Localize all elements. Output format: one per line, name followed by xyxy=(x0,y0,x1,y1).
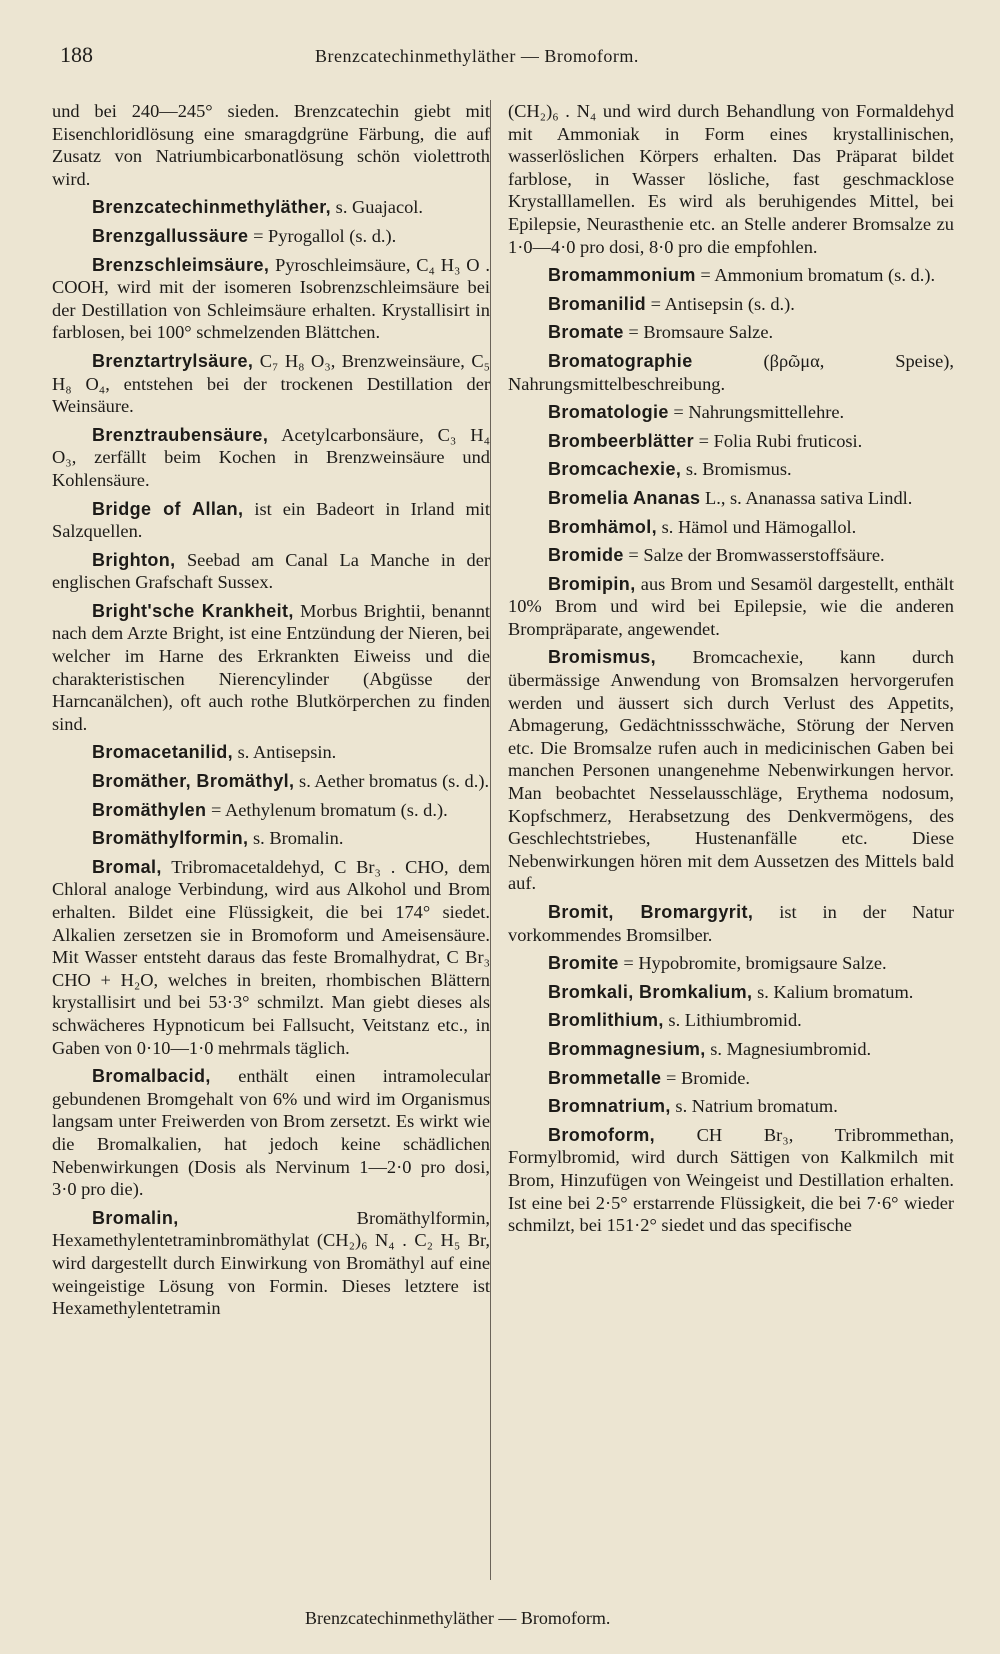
entry-term: Bromäthylformin, xyxy=(92,828,249,849)
dictionary-entry xyxy=(508,1124,954,1237)
dictionary-entry xyxy=(508,1095,954,1118)
dictionary-entry xyxy=(52,100,490,190)
entry-term: Bromoform, xyxy=(548,1124,655,1145)
entry-term: Brenztartrylsäure, xyxy=(92,350,254,371)
entry-text: C₇ H₈ O₃, Brenzweinsäure, C₅ H₈ O₄, entstehen bei der trockenen Destillation der Weinsäure. xyxy=(52,350,490,417)
entry-text: = Bromsaure Salze. xyxy=(623,322,774,343)
entry-term: Bromal, xyxy=(92,856,162,877)
entry-text: und bei 240—245° sieden. Brenzcatechin giebt mit Eisenchloridlösung eine smaragdgrüne Färbung, die auf Zusatz von Natriumbicarbonatlösung schön violettroth wird. xyxy=(52,101,490,189)
entry-text: enthält einen intramolecular gebundenen Bromgehalt von 6% und wird im Organismus langsam unter Freiwerden von Brom zersetzt. Es wirkt wie die Bromalkalien, hat jedoch keine schädlichen Nebenwirkungen (Dosis als Nervinum 1—2·0 pro dosi, 3·0 pro die). xyxy=(52,1066,490,1200)
left-column xyxy=(52,100,490,1326)
dictionary-entry xyxy=(508,1067,954,1090)
entry-text: ist in der Natur vorkommendes Bromsilber. xyxy=(508,902,954,945)
entry-term: Bromäther, Bromäthyl, xyxy=(92,771,295,792)
dictionary-entry xyxy=(508,901,954,946)
running-head xyxy=(0,42,1000,72)
entry-text: Bromäthylformin, Hexamethylentetraminbromäthylat (CH₂)₆ N₄ . C₂ H₅ Br, wird dargestellt durch Einwirkung von Bromäthyl auf eine weingeistige Lösung von Formin. Dieses letztere ist Hexamethylentetramin xyxy=(52,1207,490,1319)
entry-text: = Salze der Bromwasserstoffsäure. xyxy=(623,545,885,566)
entry-text: s. Magnesiumbromid. xyxy=(705,1038,872,1059)
dictionary-entry xyxy=(508,573,954,641)
entry-term: Bromatologie xyxy=(548,402,669,423)
entry-term: Brommagnesium, xyxy=(548,1038,706,1059)
entry-term: Brighton, xyxy=(92,549,176,570)
dictionary-entry xyxy=(52,424,490,492)
entry-term: Bromalbacid, xyxy=(92,1066,211,1087)
entry-text: s. Kalium bromatum. xyxy=(752,981,914,1002)
entry-term: Bright'sche Krankheit, xyxy=(92,600,294,621)
entry-text: CH Br₃, Tribrommethan, Formylbromid, wird durch Sättigen von Kalkmilch mit Brom, Hinzufügen von Weingeist und Destillation erhalten. Ist eine bei 2·5° erstarrende Flüssigkeit, die bei 7·6° wieder schmilzt, bei 151·2° siedet und das specifische xyxy=(508,1124,954,1236)
entry-text: s. Guajacol. xyxy=(331,197,424,218)
entry-text: aus Brom und Sesamöl dargestellt, enthält 10% Brom und wird bei Epilepsie, wie die anderen Brompräparate, angewendet. xyxy=(508,573,954,639)
dictionary-entry xyxy=(52,254,490,344)
entry-text: ist ein Badeort in Irland mit Salzquellen. xyxy=(52,498,490,542)
dictionary-entry xyxy=(52,549,490,594)
entry-term: Bridge of Allan, xyxy=(92,498,244,519)
entry-term: Brenzcatechinmethyläther, xyxy=(92,197,332,218)
dictionary-entry xyxy=(52,799,490,822)
dictionary-entry xyxy=(508,1038,954,1061)
entry-term: Bromismus, xyxy=(548,647,657,668)
entry-text: Bromcachexie, kann durch übermässige Anwendung von Bromsalzen hervorgerufen werden und äussert sich durch Verlust des Appetits, Abmagerung, Gedächtnissschwäche, Störung der Nerven etc. Die Bromsalze rufen auch in medicinischen Gaben bei manchen Personen unangenehme Nebenwirkungen hervor. Man beobachtet Nesselausschläge, Erythema nodosum, Kopfschmerz, Herabsetzung des Denkvermögens, des Geschlechtstriebes, Hustenanfälle etc. Diese Nebenwirkungen hören mit dem Aussetzen des Mittels bald auf. xyxy=(508,647,954,894)
dictionary-entry xyxy=(508,100,954,258)
dictionary-entry xyxy=(508,458,954,481)
entry-text: = Bromide. xyxy=(661,1067,750,1088)
entry-term: Bromhämol, xyxy=(548,516,658,537)
dictionary-entry xyxy=(52,741,490,764)
dictionary-entry xyxy=(52,600,490,736)
entry-text: = Folia Rubi fruticosi. xyxy=(694,430,863,451)
entry-term: Bromatographie xyxy=(548,350,693,371)
dictionary-entry xyxy=(508,1009,954,1032)
entry-text: = Aethylenum bromatum (s. d.). xyxy=(206,799,448,820)
dictionary-entry xyxy=(52,350,490,418)
entry-text: s. Natrium bromatum. xyxy=(670,1096,838,1117)
entry-term: Bromnatrium, xyxy=(548,1096,671,1117)
entry-term: Bromipin, xyxy=(548,573,636,594)
entry-term: Bromacetanilid, xyxy=(92,742,234,763)
entry-text: = Nahrungsmittellehre. xyxy=(668,402,845,423)
dictionary-entry xyxy=(52,770,490,793)
dictionary-entry xyxy=(52,827,490,850)
column-divider xyxy=(490,100,491,1580)
dictionary-entry xyxy=(52,196,490,219)
entry-text: Tribromacetaldehyd, C Br₃ . CHO, dem Chloral analoge Verbindung, wird aus Alkohol und Brom erhalten. Bildet eine Flüssigkeit, die bei 174° siedet. Alkalien zersetzen sie in Bromoform und Ameisensäure. Mit Wasser entsteht daraus das feste Bromalhydrat, C Br₃ CHO + H₂O, welches in breiten, rhombischen Blättern krystallisirt und bei 53·3° schmilzt. Man giebt dieses als schwächeres Hypnoticum bei Fallsucht, Veitstanz etc., in Gaben von 0·10—1·0 mehrmals täglich. xyxy=(52,856,490,1058)
dictionary-entry xyxy=(508,646,954,895)
entry-text: = Antisepsin (s. d.). xyxy=(646,293,795,314)
entry-text: = Ammonium bromatum (s. d.). xyxy=(695,265,936,286)
dictionary-entry xyxy=(52,498,490,543)
entry-term: Bromit, Bromargyrit, xyxy=(548,902,754,922)
entry-text: s. Lithiumbromid. xyxy=(663,1010,802,1031)
dictionary-entry xyxy=(508,516,954,539)
dictionary-entry xyxy=(508,321,954,344)
entry-text: = Pyrogallol (s. d.). xyxy=(248,225,397,246)
entry-text: = Hypobromite, bromigsaure Salze. xyxy=(618,953,887,974)
entry-term: Brombeerblätter xyxy=(548,430,695,451)
dictionary-entry xyxy=(508,544,954,567)
dictionary-entry xyxy=(52,856,490,1059)
entry-text: s. Hämol und Hämogallol. xyxy=(657,516,857,537)
entry-term: Bromäthylen xyxy=(92,799,207,820)
dictionary-entry xyxy=(508,430,954,453)
entry-term: Brenztraubensäure, xyxy=(92,424,269,445)
entry-term: Bromkali, Bromkalium, xyxy=(548,981,753,1002)
entry-term: Bromide xyxy=(548,545,624,566)
entry-term: Brenzschleimsäure, xyxy=(92,254,270,275)
entry-text: Seebad am Canal La Manche in der englischen Grafschaft Sussex. xyxy=(52,549,490,593)
entry-text: Pyroschleimsäure, C₄ H₃ O . COOH, wird mit der isomeren Isobrenzschleimsäure bei der Destillation von Schleimsäure erhalten. Krystallisirt in farblosen, bei 100° schmelzenden Blättchen. xyxy=(52,254,490,343)
footer-caption: Brenzcatechinmethyläther — Bromoform. xyxy=(305,1608,611,1628)
dictionary-entry xyxy=(52,1065,490,1201)
entry-term: Bromammonium xyxy=(548,265,696,286)
entry-term: Brommetalle xyxy=(548,1067,662,1088)
dictionary-entry xyxy=(508,487,954,510)
dictionary-entry xyxy=(508,952,954,975)
entry-term: Bromelia Ananas xyxy=(548,487,701,508)
entry-text: L., s. Ananassa sativa Lindl. xyxy=(700,487,913,508)
header-title: Brenzcatechinmethyläther — Bromoform. xyxy=(315,46,639,66)
entry-text: Acetylcarbonsäure, C₃ H₄ O₃, zerfällt beim Kochen in Brenzweinsäure und Kohlensäure. xyxy=(52,424,490,490)
entry-text: s. Aether bromatus (s. d.). xyxy=(294,771,490,792)
entry-term: Bromalin, xyxy=(92,1207,179,1228)
entry-text: s. Antisepsin. xyxy=(233,742,337,763)
dictionary-entry xyxy=(508,401,954,424)
dictionary-entry xyxy=(508,981,954,1004)
entry-text: s. Bromalin. xyxy=(248,828,344,849)
entry-term: Bromlithium, xyxy=(548,1010,664,1031)
dictionary-entry xyxy=(52,1207,490,1320)
dictionary-entry xyxy=(52,225,490,248)
right-column xyxy=(508,100,954,1243)
dictionary-entry xyxy=(508,264,954,287)
entry-term: Brenzgallussäure xyxy=(92,225,249,246)
dictionary-entry xyxy=(508,293,954,316)
entry-term: Bromate xyxy=(548,322,624,343)
entry-text: (βρῶμα, Speise), Nahrungsmittelbeschreibung. xyxy=(508,350,954,394)
entry-text: (CH₂)₆ . N₄ und wird durch Behandlung von Formaldehyd mit Ammoniak in Form eines krystallinischen, wasserlöslichen Körpers erhalten. Das Präparat bildet farblose, in Wasser lösliche, fast geschmacklose Krystalllamellen. Es wird als beruhigendes Mittel, bei Epilepsie, Neurasthenie etc. an Stelle anderer Bromsalze zu 1·0—4·0 pro dosi, 8·0 pro die empfohlen. xyxy=(508,101,954,257)
dictionary-entry xyxy=(508,350,954,395)
entry-term: Bromite xyxy=(548,953,619,974)
page-number: 188 xyxy=(60,42,93,67)
entry-term: Bromanilid xyxy=(548,293,647,314)
entry-term: Bromcachexie, xyxy=(548,459,682,480)
entry-text: Morbus Brightii, benannt nach dem Arzte Bright, ist eine Entzündung der Nieren, bei welcher im Harne des Erkrankten Eiweiss und die charakteristischen Nierencylinder (Abgüsse der Harncanälchen), oft auch rothe Blutkörperchen zu finden sind. xyxy=(52,600,490,734)
entry-text: s. Bromismus. xyxy=(681,459,792,480)
